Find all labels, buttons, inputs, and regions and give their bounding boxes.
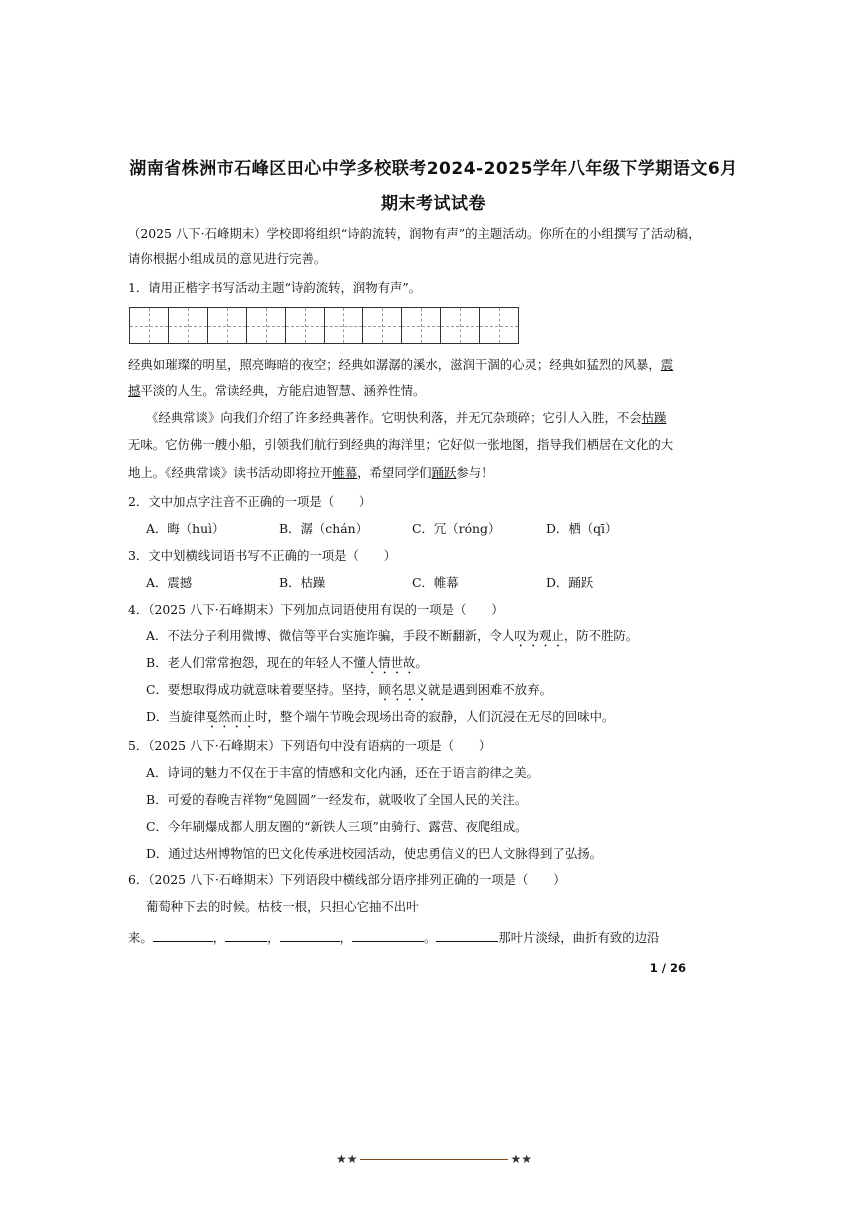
question-6-stem: 6．（2025 八下·石峰期末）下列语段中横线部分语序排列正确的一项是（ ） — [128, 872, 566, 887]
dotted-phrase: 顾名思义 — [378, 682, 429, 697]
intro-line2: 请你根据小组成员的意见进行完善。 — [128, 251, 327, 266]
passage-text: 来。 — [128, 930, 153, 945]
underlined-word: 撼 — [128, 383, 141, 398]
option-text: B．老人们常常抱怨，现在的年轻人不懂 — [146, 655, 366, 670]
question-3-option-b[interactable]: B．枯躁 — [279, 575, 326, 590]
question-3-option-a[interactable]: A．震撼 — [146, 575, 193, 590]
grid-cell[interactable] — [130, 308, 169, 343]
option-text: D．当旋律 — [146, 709, 206, 724]
answer-blank[interactable] — [280, 929, 340, 942]
option-text: 时，整个端午节晚会现场出奇的寂静，人们沉浸在无尽的回味中。 — [255, 709, 615, 724]
question-2-option-a[interactable]: A．晦（huì） — [146, 521, 225, 536]
question-2-option-d[interactable]: D．栖（qī） — [546, 521, 618, 536]
passage-p1-line1 — [128, 357, 728, 373]
passage-p2-line3 — [128, 465, 728, 481]
question-6-passage-line1: 葡萄种下去的时候。枯枝一根，只担心它抽不出叶 — [146, 899, 419, 914]
question-5-option-b[interactable]: B．可爱的春晚吉祥物“兔圆圆”一经发布，就吸收了全国人民的关注。 — [146, 792, 528, 807]
star-icon: ★★ — [336, 1152, 358, 1166]
question-2-option-c[interactable]: C．冗（róng） — [412, 521, 501, 536]
star-icon: ★★ — [510, 1152, 532, 1166]
passage-p1-line2 — [128, 383, 728, 399]
question-5-option-a[interactable]: A．诗词的魅力不仅在于丰富的情感和文化内涵，还在于语言韵律之美。 — [146, 765, 540, 780]
writing-grid[interactable] — [129, 307, 519, 344]
question-4-stem: 4．（2025 八下·石峰期末）下列加点词语使用有误的一项是（ ） — [128, 602, 504, 617]
underlined-word: 震 — [660, 357, 674, 372]
dotted-phrase: 人情世故 — [365, 655, 416, 670]
punctuation: ， — [339, 930, 352, 945]
passage-p2-line1 — [146, 410, 746, 426]
passage-text: 参与！ — [456, 465, 494, 480]
punctuation: ， — [267, 930, 280, 945]
footer-rule — [360, 1159, 509, 1160]
question-6-passage-line2 — [128, 929, 728, 946]
page-number: 1 / 26 — [649, 961, 686, 975]
passage-text: 那叶片淡绿，曲折有致的边沿 — [498, 930, 660, 945]
question-5-option-d[interactable]: D．通过达州博物馆的巴文化传承进校园活动，使忠勇信义的巴人文脉得到了弘扬。 — [146, 846, 602, 861]
document-title-line1: 湖南省株洲市石峰区田心中学多校联考2024-2025学年八年级下学期语文6月 — [129, 159, 738, 179]
question-3-stem: 3．文中划横线词语书写不正确的一项是（ ） — [128, 548, 397, 563]
answer-blank[interactable] — [436, 929, 498, 942]
grid-cell[interactable] — [247, 308, 286, 343]
intro-line1: （2025 八下·石峰期末）学校即将组织“诗韵流转，润物有声”的主题活动。你所在的小组撰写了活动稿， — [128, 226, 701, 241]
option-text: 。 — [415, 655, 428, 670]
grid-cell[interactable] — [169, 308, 208, 343]
option-text: ，防不胜防。 — [563, 628, 639, 643]
question-3-option-c[interactable]: C．帷幕 — [412, 575, 459, 590]
question-1-stem: 1．请用正楷字书写活动主题“诗韵流转，润物有声”。 — [128, 280, 422, 295]
grid-cell[interactable] — [325, 308, 364, 343]
option-text: 就是遇到困难不放弃。 — [428, 682, 552, 697]
question-5-stem: 5．（2025 八下·石峰期末）下列语句中没有语病的一项是（ ） — [128, 738, 492, 753]
grid-cell[interactable] — [441, 308, 480, 343]
question-3-option-d[interactable]: D．踊跃 — [546, 575, 594, 590]
grid-cell[interactable] — [286, 308, 325, 343]
passage-text: 平淡的人生。常读经典，方能启迪智慧、涵养性情。 — [140, 383, 426, 398]
passage-text: 经典如璀璨的明星，照亮晦暗的夜空；经典如潺潺的溪水，滋润干涸的心灵；经典如猛烈的风暴， — [128, 357, 661, 372]
question-2-stem: 2．文中加点字注音不正确的一项是（ ） — [128, 494, 372, 509]
document-title-line2: 期末考试试卷 — [381, 194, 486, 214]
footer-ornament — [336, 1150, 532, 1168]
underlined-word: 帷幕 — [332, 465, 358, 480]
question-5-option-c[interactable]: C．今年刷爆成都人朋友圈的“新铁人三项”由骑行、露营、夜爬组成。 — [146, 819, 528, 834]
question-4-option-a[interactable] — [146, 628, 638, 650]
grid-cell[interactable] — [363, 308, 402, 343]
grid-cell[interactable] — [402, 308, 441, 343]
grid-cell[interactable] — [480, 308, 518, 343]
question-4-option-c[interactable] — [146, 682, 552, 704]
passage-text: ，希望同学们 — [357, 465, 432, 480]
passage-text: 地上。《经典常谈》读书活动即将拉开 — [128, 465, 333, 480]
punctuation: 。 — [423, 930, 437, 945]
underlined-word: 踊跃 — [431, 465, 457, 480]
option-text: A．不法分子利用微博、微信等平台实施诈骗，手段不断翻新，令人 — [146, 628, 515, 643]
dotted-phrase: 戛然而止 — [205, 709, 256, 724]
underlined-word: 枯躁 — [641, 410, 667, 425]
question-2-option-b[interactable]: B．潺（chán） — [279, 521, 368, 536]
dotted-phrase: 叹为观止 — [514, 628, 564, 643]
answer-blank[interactable] — [153, 929, 213, 942]
passage-text: 《经典常谈》向我们介绍了许多经典著作。它明快利落，并无冗杂琐碎；它引人入胜，不会 — [146, 410, 642, 425]
option-text: C．要想取得成功就意味着要坚持。坚持， — [146, 682, 379, 697]
grid-cell[interactable] — [208, 308, 247, 343]
question-4-option-d[interactable] — [146, 709, 614, 731]
question-4-option-b[interactable] — [146, 655, 428, 677]
answer-blank[interactable] — [225, 929, 267, 942]
passage-p2-line2: 无味。它仿佛一艘小船，引领我们航行到经典的海洋里；它好似一张地图，指导我们栖居在文化的大 — [128, 437, 674, 452]
punctuation: ， — [212, 930, 226, 945]
answer-blank[interactable] — [352, 929, 424, 942]
